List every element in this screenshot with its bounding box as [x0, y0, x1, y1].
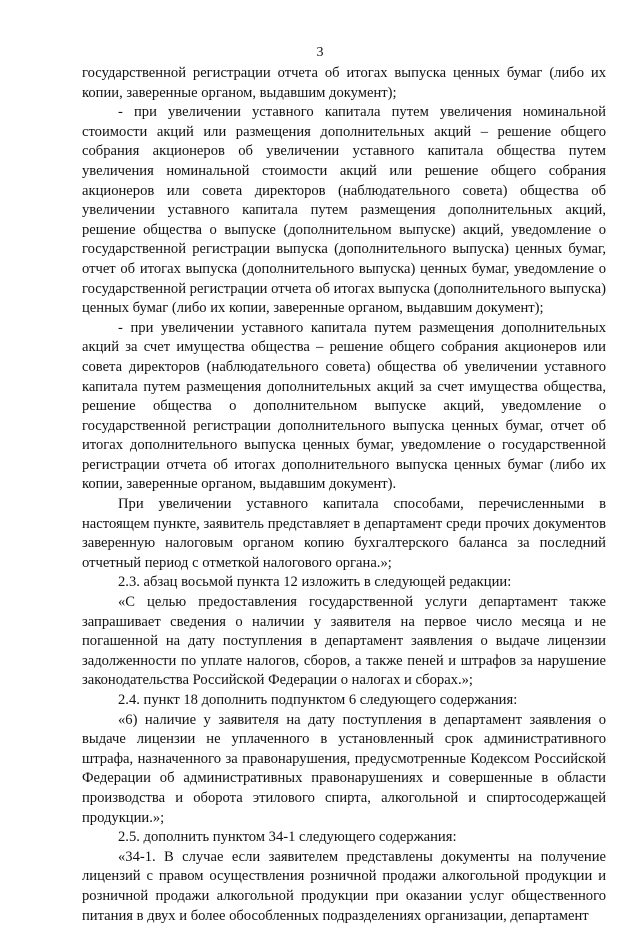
paragraph-continuation: государственной регистрации отчета об итогах выпуска ценных бумаг (либо их копии, заверенные органом, выдавшим документ); [82, 65, 606, 101]
paragraph-item-2-4: 2.4. пункт 18 дополнить подпунктом 6 следующего содержания: [118, 692, 518, 708]
document-body [82, 64, 606, 926]
paragraph-item-2-3: 2.3. абзац восьмой пункта 12 изложить в следующей редакции: [118, 574, 512, 591]
page-number: 3 [316, 45, 324, 60]
paragraph-property-based-increase: - при увеличении уставного капитала путем размещения дополнительных акций за счет имущества общества – решение общего собрания акционеров или совета директоров (наблюдательного совета) общества об увеличении уставного капитала путем размещения дополнительных акций за счет имущества общества, решение общества о дополнительном выпуске акций, уведомление о государственной регистрации дополнительного выпуска ценных бумаг, отчет об итогах дополнительного выпуска ценных бумаг, уведомление о государственной регистрации отчета об итогах дополнительного выпуска ценных бумаг (либо их копии, заверенные органом, выдавшим документ). [82, 319, 606, 493]
paragraph-quote-2-3: «С целью предоставления государственной услуги департамент также запрашивает сведения о наличии у заявителя на первое число месяца и не погашенной на дату поступления в департамент заявления о выдаче лицензии задолженности по уплате налогов, сборов, а также пеней и штрафов за нарушение законодательства Российской Федерации о налогах и сборах.»; [82, 594, 606, 689]
paragraph-item-2-5: 2.5. дополнить пунктом 34-1 следующего содержания: [118, 829, 457, 846]
paragraph-quote-2-5: «34-1. В случае если заявителем представлены документы на получение лицензий с правом осуществления розничной продажи алкогольной продукции и розничной продажи алкогольной продукции при оказании услуг общественного питания в двух и более обособленных подразделениях организации, департамент [82, 848, 606, 924]
paragraph-nominal-value-increase: - при увеличении уставного капитала путем увеличения номинальной стоимости акций или размещения дополнительных акций – решение общего собрания акционеров об увеличении уставного капитала общества путем увеличения номинальной стоимости акций или решение общего собрания акционеров или совета директоров (наблюдательного совета) общества об увеличении уставного капитала путем размещения дополнительных акций, решение общества о выпуске (дополнительном выпуске) акций, уведомление о государственной регистрации выпуска (дополнительного выпуска) ценных бумаг, отчет об итогах выпуска (дополнительного выпуска) ценных бумаг, уведомление о государственной регистрации отчета об итогах выпуска (дополнительного выпуска) ценных бумаг (либо их копии, заверенные органом, выдавшим документ); [82, 104, 606, 317]
paragraph-balance-sheet: При увеличении уставного капитала способами, перечисленными в настоящем пункте, заявитель представляет в департамент среди прочих документов заверенную налоговым органом копию бухгалтерского баланса за последний отчетный период с отметкой налогового органа.»; [82, 496, 606, 571]
paragraph-quote-2-4: «6) наличие у заявителя на дату поступления в департамент заявления о выдаче лицензии не уплаченного в установленный срок административного штрафа, назначенного за правонарушения, предусмотренные Кодексом Российской Федерации об административных правонарушениях и совершенные в области производства и оборота этилового спирта, алкогольной и спиртосодержащей продукции.»; [82, 711, 606, 826]
